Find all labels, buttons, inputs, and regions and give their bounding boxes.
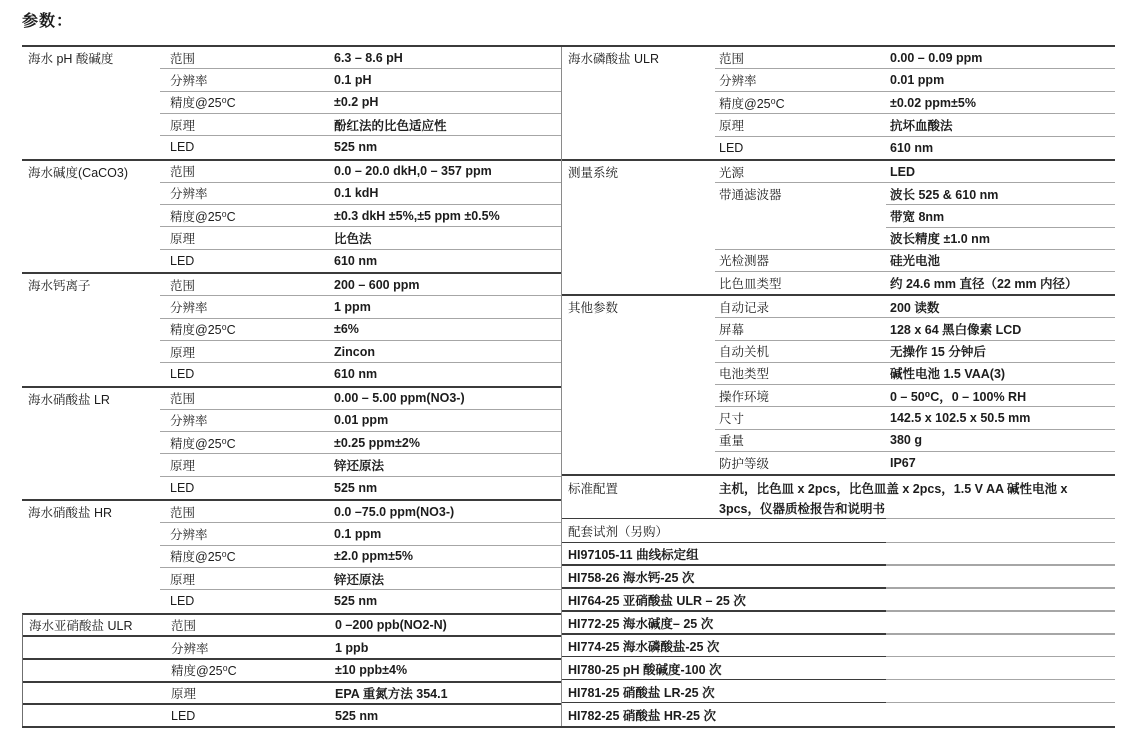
spec-row — [22, 454, 561, 476]
spec-row — [22, 274, 561, 296]
spec-value: 380 g — [890, 433, 922, 448]
spec-key: 电池类型 — [719, 367, 770, 382]
category-cell: 海水 pH 酸碱度 — [28, 52, 114, 67]
spec-row — [22, 568, 561, 590]
spec-value: 硅光电池 — [890, 254, 941, 269]
spec-row — [22, 205, 561, 227]
category-cell — [562, 228, 715, 250]
category-cell — [22, 114, 160, 136]
spec-key: 防护等级 — [719, 456, 770, 471]
category-cell — [562, 341, 715, 363]
spec-value: ±10 ppb±4% — [335, 663, 408, 678]
spec-value: 525 nm — [335, 708, 379, 723]
spec-row — [23, 615, 561, 638]
category-cell — [562, 137, 715, 159]
spec-row — [23, 637, 561, 660]
spec-key: 精度@25⁰C — [170, 96, 236, 111]
spec-value: 0.1 ppm — [334, 526, 382, 541]
category-cell: 海水硝酸盐 LR — [28, 392, 110, 407]
spec-row — [562, 205, 1115, 227]
spec-value: LED — [890, 164, 915, 179]
reagent-item: HI97105-11 曲线标定组 — [562, 543, 1115, 566]
reagent-item: HI764-25 亚硝酸盐 ULR – 25 次 — [562, 589, 1115, 612]
spec-row — [22, 410, 561, 432]
spec-value: 带宽 8nm — [886, 205, 1115, 227]
spec-key: LED — [170, 367, 195, 382]
spec-key: 分辨率 — [170, 300, 208, 315]
spec-row — [562, 452, 1115, 474]
spec-key: 分辨率 — [171, 641, 209, 656]
spec-key: LED — [170, 253, 195, 268]
category-cell — [22, 523, 160, 545]
spec-value: 0 – 50⁰C，0 – 100% RH — [890, 389, 1027, 404]
category-cell — [562, 205, 715, 227]
category-cell — [22, 205, 160, 227]
spec-value: 锌还原法 — [334, 572, 385, 587]
spec-key: 范围 — [170, 505, 196, 520]
category-cell — [562, 69, 715, 91]
spec-row — [23, 705, 561, 726]
category-cell — [562, 407, 715, 429]
section-reagents-header: 配套试剂（另购） — [562, 519, 1115, 543]
spec-value: ±0.25 ppm±2% — [334, 435, 420, 450]
spec-table-left-half — [22, 47, 561, 726]
category-cell — [22, 183, 160, 205]
spec-value: 波长精度 ±1.0 nm — [890, 232, 990, 247]
spec-key: 范围 — [719, 51, 745, 66]
spec-value: 无操作 15 分钟后 — [890, 345, 986, 360]
spec-value: 142.5 x 102.5 x 50.5 mm — [890, 410, 1031, 425]
spec-value: 波长 525 & 610 nm — [886, 183, 1115, 205]
spec-row — [22, 341, 561, 363]
category-cell — [22, 590, 160, 612]
spec-key: 原理 — [170, 345, 196, 360]
spec-key: 带通滤波器 — [719, 188, 782, 203]
category-cell — [562, 430, 715, 452]
spec-key: LED — [719, 140, 744, 155]
category-cell — [22, 296, 160, 318]
spec-value: 0.00 – 5.00 ppm(NO3-) — [334, 391, 465, 406]
spec-value: ±0.3 dkH ±5%,±5 ppm ±0.5% — [334, 208, 500, 223]
spec-row — [22, 92, 561, 114]
spec-row — [22, 161, 561, 183]
spec-key: 精度@25⁰C — [170, 550, 236, 565]
spec-row — [22, 501, 561, 523]
spec-row — [22, 432, 561, 454]
spec-key — [715, 205, 886, 227]
spec-row — [562, 272, 1115, 294]
spec-value: 610 nm — [334, 367, 378, 382]
spec-row — [22, 590, 561, 612]
spec-row — [22, 477, 561, 499]
spec-key: LED — [170, 140, 195, 155]
spec-key: 重量 — [719, 434, 745, 449]
spec-row — [22, 47, 561, 69]
category-cell — [22, 363, 160, 385]
spec-value: 525 nm — [334, 480, 378, 495]
spec-value: 酚红法的比色适应性 — [334, 118, 447, 133]
section-seawater-ph — [22, 47, 561, 159]
spec-key: 原理 — [719, 118, 745, 133]
spec-key: 屏幕 — [719, 322, 745, 337]
spec-value: 0 –200 ppb(NO2-N) — [335, 617, 447, 632]
category-cell: 海水钙离子 — [28, 279, 91, 294]
spec-value: ±0.02 ppm±5% — [890, 95, 976, 110]
spec-key: 自动关机 — [719, 345, 770, 360]
category-cell — [22, 477, 160, 499]
spec-value: EPA 重氮方法 354.1 — [335, 686, 448, 701]
category-cell — [23, 660, 161, 681]
category-cell — [562, 183, 715, 205]
reagent-item: HI782-25 硝酸盐 HR-25 次 — [568, 708, 716, 723]
spec-key: 光源 — [719, 165, 745, 180]
spec-row — [22, 388, 561, 410]
spec-key: 操作环境 — [719, 389, 770, 404]
section-seawater-nitrite-ulr — [22, 613, 561, 727]
spec-key: 范围 — [170, 392, 196, 407]
page-title: 参数： — [22, 13, 74, 30]
spec-key: 原理 — [170, 459, 196, 474]
category-cell — [22, 136, 160, 158]
spec-value: 比色法 — [334, 232, 372, 247]
reagent-item: HI772-25 海水碱度– 25 次 — [562, 612, 1115, 635]
spec-key: 分辨率 — [170, 527, 208, 542]
category-cell — [562, 250, 715, 272]
spec-value: 0.0 – 20.0 dkH,0 – 357 ppm — [334, 164, 492, 179]
category-cell — [23, 683, 161, 704]
spec-value: ±2.0 ppm±5% — [334, 549, 414, 564]
spec-row — [22, 136, 561, 158]
standard-config-text: 主机，比色皿 x 2pcs，比色皿盖 x 2pcs，1.5 V AA 碱性电池 x 3pcs，仪器质检报告和说明书 — [719, 482, 1068, 516]
section-standard-config — [562, 474, 1115, 519]
category-cell: 海水磷酸盐 ULR — [568, 52, 659, 67]
spec-value: 6.3 – 8.6 pH — [334, 50, 403, 65]
spec-value: 1 ppb — [335, 640, 369, 655]
spec-key: LED — [171, 708, 196, 723]
spec-row — [22, 523, 561, 545]
category-cell — [562, 385, 715, 407]
spec-value: IP67 — [890, 455, 916, 470]
spec-value: Zincon — [334, 344, 375, 359]
spec-row — [562, 250, 1115, 272]
spec-value: 0.0 –75.0 ppm(NO3-) — [334, 504, 455, 519]
spec-key: 原理 — [171, 686, 197, 701]
spec-row — [23, 683, 561, 706]
section-seawater-calcium — [22, 272, 561, 386]
category-cell — [22, 410, 160, 432]
spec-key: 分辨率 — [170, 414, 208, 429]
spec-value: 0.01 ppm — [890, 73, 945, 88]
spec-key: LED — [170, 594, 195, 609]
spec-key: 分辨率 — [170, 73, 208, 88]
spec-key: 精度@25⁰C — [170, 436, 236, 451]
category-cell — [22, 568, 160, 590]
spec-row — [562, 161, 1115, 183]
category-cell — [22, 454, 160, 476]
section-measurement-system — [562, 159, 1115, 294]
spec-row — [22, 319, 561, 341]
reagent-item: HI774-25 海水磷酸盐-25 次 — [562, 635, 1115, 658]
spec-key: 精度@25⁰C — [170, 323, 236, 338]
spec-key — [715, 228, 886, 249]
spec-value: 610 nm — [890, 140, 934, 155]
category-cell — [562, 452, 715, 474]
spec-value: 0.1 pH — [334, 72, 372, 87]
spec-value: 1 ppm — [334, 299, 371, 314]
category-cell — [23, 637, 161, 658]
section-other-parameters — [562, 294, 1115, 474]
spec-key: 分辨率 — [170, 187, 208, 202]
spec-value: 0.1 kdH — [334, 186, 379, 201]
spec-key: 原理 — [170, 232, 196, 247]
spec-value: 锌还原法 — [334, 459, 385, 474]
spec-value: 525 nm — [334, 140, 378, 155]
spec-key: 精度@25⁰C — [171, 664, 237, 679]
spec-key: 范围 — [171, 618, 197, 633]
section-seawater-nitrate-lr — [22, 386, 561, 500]
spec-value: 200 – 600 ppm — [334, 277, 420, 292]
category-cell — [22, 227, 160, 249]
section-reagents-list — [562, 543, 1115, 726]
category-cell — [562, 92, 715, 114]
spec-row — [22, 227, 561, 249]
spec-row — [562, 92, 1115, 114]
spec-value: ±0.2 pH — [334, 95, 379, 110]
spec-key: 原理 — [170, 118, 196, 133]
category-cell — [22, 92, 160, 114]
spec-key: 比色皿类型 — [719, 276, 782, 291]
spec-key: 范围 — [170, 165, 196, 180]
category-cell — [562, 363, 715, 385]
spec-key: 分辨率 — [719, 74, 757, 89]
spec-row — [562, 183, 1115, 205]
spec-row — [562, 385, 1115, 407]
reagent-item: HI758-26 海水钙-25 次 — [562, 566, 1115, 589]
category-cell: 海水碱度(CaCO3) — [28, 165, 129, 180]
category-cell — [22, 432, 160, 454]
spec-row — [22, 250, 561, 272]
reagent-item: HI781-25 硝酸盐 LR-25 次 — [562, 680, 1115, 703]
category-cell — [22, 250, 160, 272]
category-cell — [562, 272, 715, 294]
section-seawater-alkalinity — [22, 159, 561, 273]
spec-row — [22, 183, 561, 205]
spec-value: 碱性电池 1.5 VAA(3) — [890, 367, 1006, 382]
category-cell — [562, 318, 715, 340]
spec-row — [22, 69, 561, 91]
spec-row — [562, 430, 1115, 452]
spec-value: 约 24.6 mm 直径（22 mm 内径） — [890, 276, 1078, 291]
spec-table — [22, 45, 1115, 728]
category-cell: 海水亚硝酸盐 ULR — [29, 618, 133, 633]
category-cell — [22, 69, 160, 91]
spec-key: 精度@25⁰C — [170, 209, 236, 224]
spec-row — [23, 660, 561, 683]
spec-table-right-half — [561, 47, 1115, 726]
spec-value: 200 读数 — [890, 300, 940, 315]
spec-row — [562, 363, 1115, 385]
category-cell — [22, 546, 160, 568]
category-cell: 测量系统 — [568, 166, 619, 181]
spec-row — [562, 318, 1115, 340]
section-seawater-nitrate-hr — [22, 499, 561, 613]
spec-row — [562, 114, 1115, 136]
spec-value: 525 nm — [334, 594, 378, 609]
spec-row — [562, 69, 1115, 91]
spec-key: 范围 — [170, 51, 196, 66]
category-cell: 标准配置 — [568, 482, 619, 496]
spec-key: 光检测器 — [719, 254, 770, 269]
spec-value: 128 x 64 黑白像素 LCD — [890, 322, 1022, 337]
category-cell — [22, 319, 160, 341]
category-cell: 其他参数 — [568, 301, 619, 316]
spec-row — [562, 341, 1115, 363]
spec-value: ±6% — [334, 322, 359, 337]
category-cell — [23, 705, 161, 726]
section-seawater-phosphate-ulr — [562, 47, 1115, 159]
spec-value: 0.00 – 0.09 ppm — [890, 50, 983, 65]
spec-key: 精度@25⁰C — [719, 96, 785, 111]
reagent-item: HI780-25 pH 酸碱度-100 次 — [562, 657, 1115, 680]
category-cell: 海水硝酸盐 HR — [28, 506, 113, 521]
spec-value: 610 nm — [334, 253, 378, 268]
category-cell — [562, 114, 715, 136]
spec-row — [562, 296, 1115, 318]
spec-row — [562, 407, 1115, 429]
spec-key: 原理 — [170, 572, 196, 587]
spec-value: 抗坏血酸法 — [890, 118, 953, 133]
spec-row — [562, 47, 1115, 69]
spec-row — [22, 296, 561, 318]
spec-row — [562, 137, 1115, 159]
spec-key: 自动记录 — [719, 300, 770, 315]
spec-key: LED — [170, 480, 195, 495]
spec-row — [562, 228, 1115, 250]
spec-row — [22, 114, 561, 136]
spec-row — [22, 546, 561, 568]
spec-key: 尺寸 — [719, 411, 745, 426]
spec-key: 范围 — [170, 278, 196, 293]
category-cell — [22, 341, 160, 363]
spec-row — [22, 363, 561, 385]
spec-value: 0.01 ppm — [334, 413, 389, 428]
